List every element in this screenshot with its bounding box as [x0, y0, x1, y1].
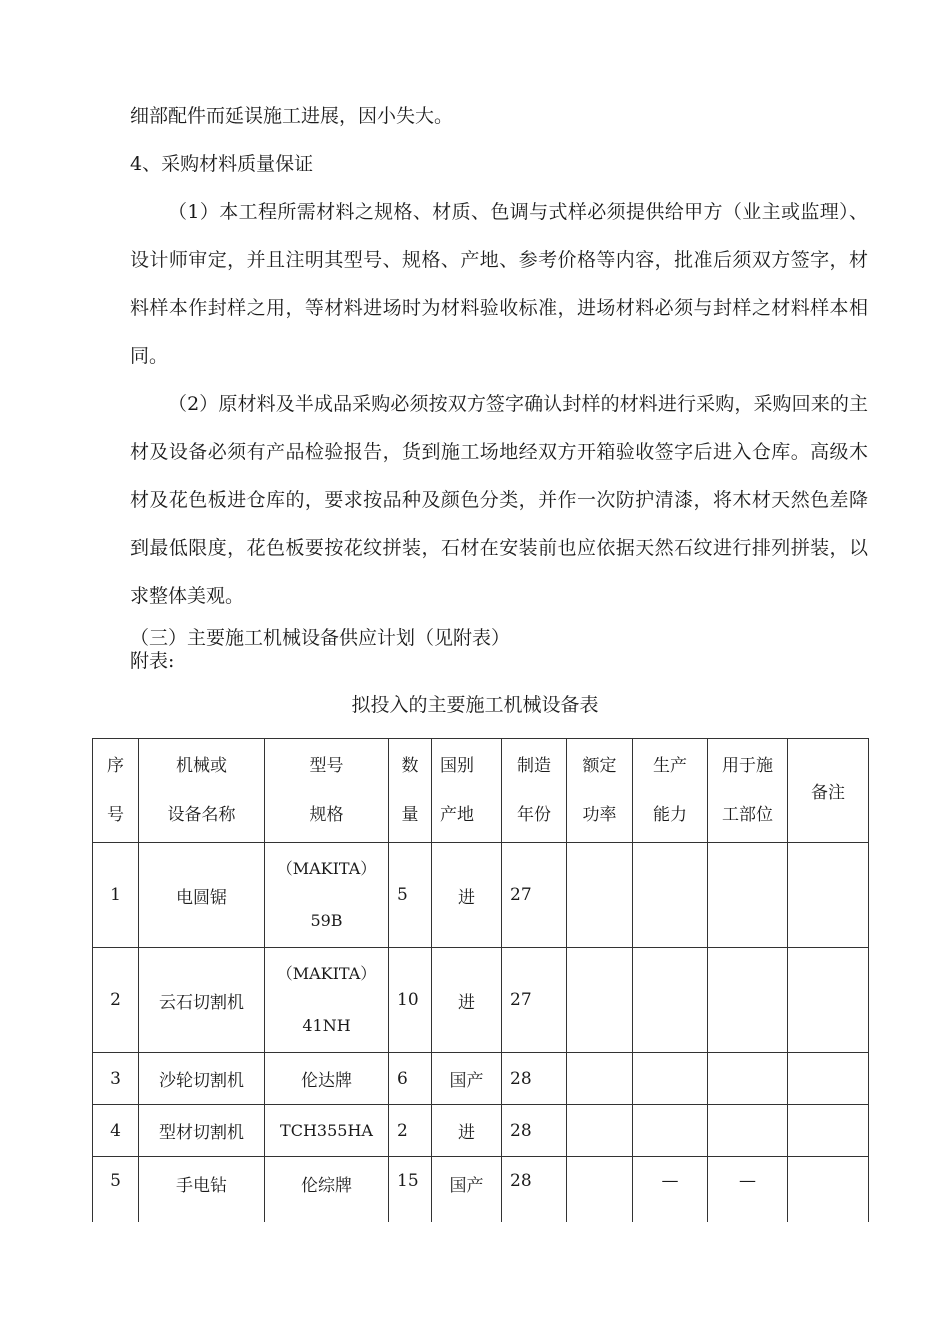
cell-remark [788, 1157, 869, 1223]
cell-origin: 国产 [432, 1053, 502, 1105]
cell-year: 28 [502, 1053, 567, 1105]
table-row [93, 843, 869, 948]
cell-qty: 15 [389, 1157, 432, 1223]
cell-year: 28 [502, 1105, 567, 1157]
cell-usage [708, 948, 788, 1053]
cell-remark [788, 1053, 869, 1105]
cell-remark [788, 1105, 869, 1157]
cell-power [567, 948, 633, 1053]
cell-name: 云石切割机 [139, 948, 265, 1053]
cell-name: 手电钻 [139, 1157, 265, 1223]
paragraph-continuation: 细部配件而延误施工进展，因小失大。 [130, 105, 454, 127]
header-capacity: 生产 能力 [633, 739, 708, 843]
cell-year: 28 [502, 1157, 567, 1223]
cell-origin: 进 [432, 1105, 502, 1157]
header-year: 制造 年份 [502, 739, 567, 843]
cell-qty: 2 [389, 1105, 432, 1157]
cell-name: 电圆锯 [139, 843, 265, 948]
cell-usage [708, 1105, 788, 1157]
cell-seq: 3 [93, 1053, 139, 1105]
header-name: 机械或 设备名称 [139, 739, 265, 843]
cell-model: （MAKITA） 41NH [265, 948, 389, 1053]
header-seq: 序 号 [93, 739, 139, 843]
paragraph-item-2: （2）原材料及半成品采购必须按双方签字确认封样的材料进行采购，采购回来的主材及设备必须有产品检验报告，货到施工场地经双方开箱验收签字后进入仓库。高级木材及花色板进仓库的，要求按品种及颜色分类，并作一次防护清漆，将木材天然色差降到最低限度，花色板要按花纹拼装，石材在安装前也应依据天然石纹进行排列拼装，以求整体美观。 [130, 393, 868, 607]
cell-model: 伦综牌 [265, 1157, 389, 1223]
cell-seq: 1 [93, 843, 139, 948]
equipment-table [92, 738, 869, 1222]
cell-usage: — [708, 1157, 788, 1223]
cell-origin: 国产 [432, 1157, 502, 1223]
cell-power [567, 1105, 633, 1157]
cell-name: 沙轮切割机 [139, 1053, 265, 1105]
header-remark: 备注 [788, 739, 869, 843]
cell-qty: 10 [389, 948, 432, 1053]
cell-qty: 5 [389, 843, 432, 948]
cell-capacity: — [633, 1157, 708, 1223]
cell-year: 27 [502, 948, 567, 1053]
cell-power [567, 843, 633, 948]
cell-seq: 4 [93, 1105, 139, 1157]
cell-usage [708, 1053, 788, 1105]
header-power: 额定 功率 [567, 739, 633, 843]
attachment-label: 附表: [130, 650, 175, 672]
cell-qty: 6 [389, 1053, 432, 1105]
cell-origin: 进 [432, 843, 502, 948]
paragraph-item-1: （1）本工程所需材料之规格、材质、色调与式样必须提供给甲方（业主或监理）、设计师审定，并且注明其型号、规格、产地、参考价格等内容，批准后须双方签字，材料样本作封样之用，等材料进场时为材料验收标准，进场材料必须与封样之材料样本相同。 [130, 201, 868, 367]
section-heading-4: 4、采购材料质量保证 [130, 153, 314, 175]
cell-remark [788, 843, 869, 948]
cell-power [567, 1157, 633, 1223]
cell-model: 伦达牌 [265, 1053, 389, 1105]
cell-capacity [633, 948, 708, 1053]
header-usage: 用于施 工部位 [708, 739, 788, 843]
cell-model: TCH355HA [265, 1105, 389, 1157]
table-row [93, 1105, 869, 1157]
table-title: 拟投入的主要施工机械设备表 [351, 694, 599, 716]
header-model: 型号 规格 [265, 739, 389, 843]
header-origin: 国别 产地 [432, 739, 502, 843]
table-row [93, 1157, 869, 1223]
cell-model: （MAKITA） 59B [265, 843, 389, 948]
section-heading-3: （三）主要施工机械设备供应计划（见附表） [130, 627, 511, 649]
cell-remark [788, 948, 869, 1053]
cell-power [567, 1053, 633, 1105]
cell-usage [708, 843, 788, 948]
cell-capacity [633, 1053, 708, 1105]
table-row [93, 948, 869, 1053]
header-qty: 数 量 [389, 739, 432, 843]
cell-origin: 进 [432, 948, 502, 1053]
cell-name: 型材切割机 [139, 1105, 265, 1157]
cell-seq: 2 [93, 948, 139, 1053]
cell-seq: 5 [93, 1157, 139, 1223]
table-row [93, 1053, 869, 1105]
cell-capacity [633, 843, 708, 948]
table-header-row [93, 739, 869, 843]
cell-capacity [633, 1105, 708, 1157]
cell-year: 27 [502, 843, 567, 948]
